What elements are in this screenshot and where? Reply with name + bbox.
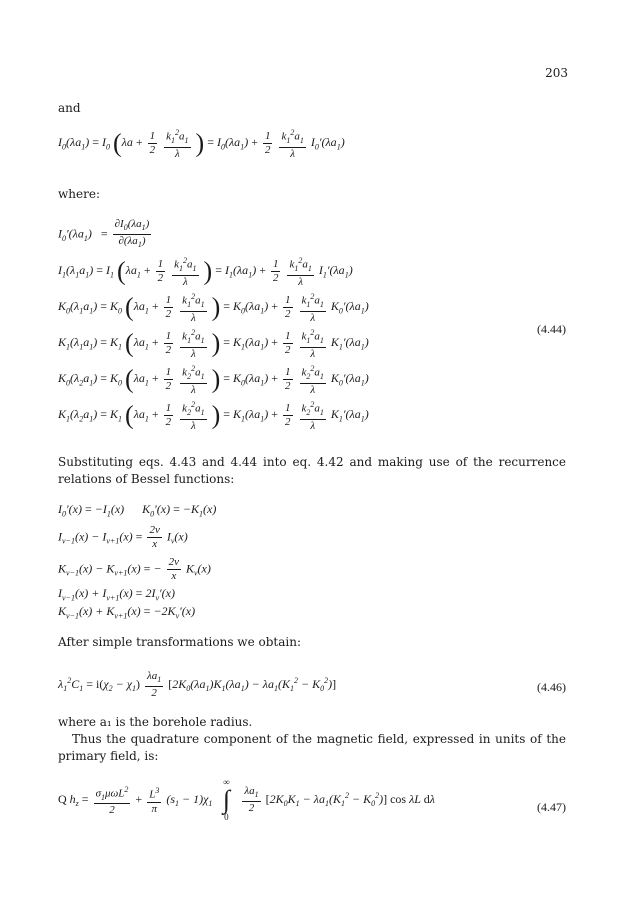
equation-k1-2: $K_1(\lambda_2a_1) = K_1$ ($\lambda a_1$ + $\frac{1}{2}$ $\frac{k_2^2a_1}{\lambda}$ ) = $K_1(\lambda a_1)$ + $\frac{1}{2}$ $\frac{k_2^2a_1}{\lambda}$ $K_1'(\lambda a_1)$ bbox=[58, 400, 369, 432]
equation-i1: $I_1(\lambda_1a_1) = I_1$ ($\lambda a_1$ + $\frac{1}{2}$ $\frac{k_1^2a_1}{\lambda}$ ) = $I_1(\lambda a_1)$ + $\frac{1}{2}$ $\frac{k_1^2a_1}{\lambda}$ $I_1'(\lambda a_1)$ bbox=[58, 256, 353, 288]
equation-4-46: $\lambda_1^2C_1 = i(\chi_2 - \chi_1)$ $\frac{\lambda a_1}{2}$ $[2K_0(\lambda a_1)K_1(\lambda a_1) - \lambda a_1(K_1^2 - K_0^2)]$ bbox=[58, 670, 337, 700]
equation-k0-2: $K_0(\lambda_2a_1) = K_0$ ($\lambda a_1$ + $\frac{1}{2}$ $\frac{k_2^2a_1}{\lambda}$ ) = $K_0(\lambda a_1)$ + $\frac{1}{2}$ $\frac{k_2^2a_1}{\lambda}$ $K_0'(\lambda a_1)$ bbox=[58, 364, 369, 396]
equation-i0-prime: $I_0'(\lambda a_1)$ = $\frac{\partial I_0(\lambda a_1)}{\partial(\lambda a_1)}$ bbox=[58, 218, 150, 250]
page-number: 203 bbox=[545, 66, 568, 80]
equation-label-4-44: (4.44) bbox=[537, 322, 566, 336]
equation-recurrence-5: $K_{v-1}(x) + K_{v+1}(x) = -2K_v'(x)$ bbox=[58, 604, 196, 621]
equation-recurrence-3: $K_{v-1}(x) - K_{v+1}(x)$ = − $\frac{2v}{x}$ $K_v(x)$ bbox=[58, 556, 211, 582]
text-where-a1: where a₁ is the borehole radius. bbox=[58, 715, 253, 729]
text-thus: Thus the quadrature component of the magnetic field, expressed in units of the primary field, is: bbox=[58, 732, 566, 763]
equation-label-4-46: (4.46) bbox=[537, 680, 566, 694]
text-and: and bbox=[58, 101, 81, 115]
equation-recurrence-4: $I_{v-1}(x) + I_{v+1}(x) = 2I_v'(x)$ bbox=[58, 586, 175, 603]
text-substituting: Substituting eqs. 4.43 and 4.44 into eq. 4.42 and making use of the recurrence relations of Bessel functions: bbox=[58, 455, 566, 486]
equation-recurrence-1: $I_0'(x) = -I_1(x)$ $K_0'(x) = -K_1(x)$ bbox=[58, 502, 217, 519]
equation-k0-1: $K_0(\lambda_1a_1) = K_0$ ($\lambda a_1$ + $\frac{1}{2}$ $\frac{k_1^2a_1}{\lambda}$ ) = $K_0(\lambda a_1)$ + $\frac{1}{2}$ $\frac{k_1^2a_1}{\lambda}$ $K_0'(\lambda a_1)$ bbox=[58, 292, 369, 324]
text-after-transformations: After simple transformations we obtain: bbox=[58, 635, 301, 649]
equation-k1-1: $K_1(\lambda_1a_1) = K_1$ ($\lambda a_1$ + $\frac{1}{2}$ $\frac{k_1^2a_1}{\lambda}$ ) = $K_1(\lambda a_1)$ + $\frac{1}{2}$ $\frac{k_1^2a_1}{\lambda}$ $K_1'(\lambda a_1)$ bbox=[58, 328, 369, 360]
equation-4-47: Q $h_z$ = $\frac{\sigma_1\mu\omega L^2}{2}$ + $\frac{L^3}{\pi}$ $(s_1 - 1)\chi_1$ ∞ ∫ 0 $\frac{\lambda a_1}{2}$ $[2K_0K_1 - \lambda a_1(K_1^2 - K_0^2)]$ cos λL dλ bbox=[58, 777, 435, 822]
equation-recurrence-2: $I_{v-1}(x) - I_{v+1}(x)$ = $\frac{2v}{x}$ $I_v(x)$ bbox=[58, 524, 188, 550]
equation-label-4-47: (4.47) bbox=[537, 800, 566, 814]
text-where: where: bbox=[58, 187, 100, 201]
equation-i0: $I_0(\lambda a_1) = I_0$ (λa + $\frac{1}{2}$ $\frac{k_1^2a_1}{\lambda}$ ) = $I_0(\lambda a_1)$ + $\frac{1}{2}$ $\frac{k_1^2a_1}{\lambda}$ $I_0'(\lambda a_1)$ bbox=[58, 128, 345, 160]
